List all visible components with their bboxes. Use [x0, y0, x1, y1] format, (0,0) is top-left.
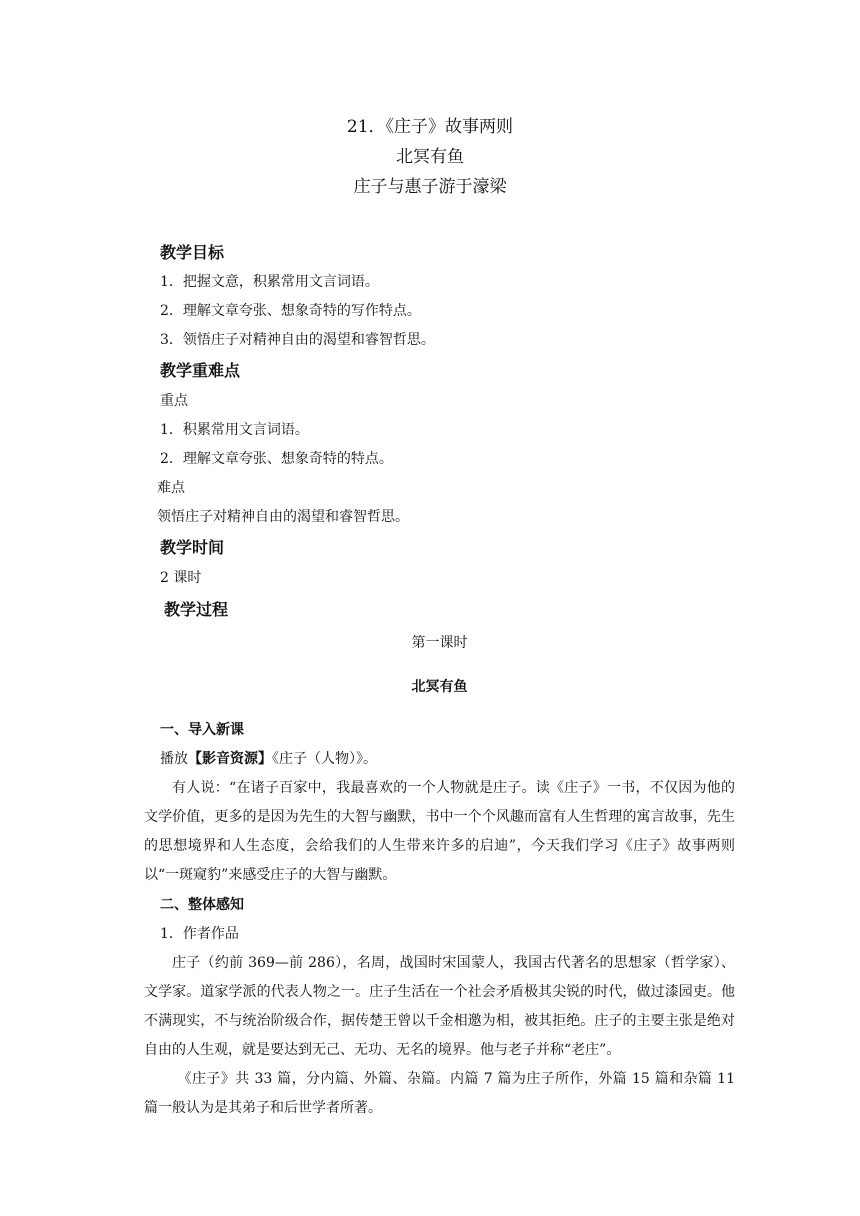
subtitle-haoliang: 庄子与惠子游于濠梁: [353, 177, 507, 197]
process-heading: 教学过程: [164, 600, 229, 619]
section-overview-heading: 二、整体感知: [160, 897, 244, 913]
author-paragraph: 庄子（约前 369—前 286），名周，战国时宋国蒙人，我国古代著名的思想家（哲学家）、文学家。道家学派的代表人物之一。庄子生活在一个社会矛盾极其尖锐的时代，做过漆园吏。他不满现实，不与统治阶级合作，据传楚王曾以千金相邀为相，被其拒绝。庄子的主要主张是绝对自由的人生观，就是要达到无己、无功、无名的境界。他与老子并称“老庄”。: [144, 955, 735, 1058]
focus-item: 2．理解文章夸张、想象奇特的特点。: [160, 451, 393, 467]
play-prefix: 播放: [160, 751, 188, 767]
time-heading: 教学时间: [160, 538, 225, 557]
objective-item: 2．理解文章夸张、想象奇特的写作特点。: [160, 303, 421, 319]
lesson-title: 北冥有鱼: [411, 679, 468, 695]
title-block: [0, 112, 860, 202]
focus-item: 1．积累常用文言词语。: [160, 422, 309, 438]
objective-item: 3．领悟庄子对精神自由的渴望和睿智哲思。: [160, 332, 435, 348]
lesson-label: 第一课时: [411, 635, 468, 651]
focus-label: 重点: [160, 393, 188, 409]
objectives-heading: 教学目标: [160, 243, 225, 262]
key-points-heading: 教学重难点: [160, 361, 241, 380]
author-works-subheading: 1．作者作品: [160, 926, 239, 942]
difficulty-text: 领悟庄子对精神自由的渴望和睿智哲思。: [157, 509, 409, 525]
works-paragraph: 《庄子》共 33 篇，分内篇、外篇、杂篇。内篇 7 篇为庄子所作，外篇 15 篇和杂篇 11 篇一般认为是其弟子和后世学者所著。: [144, 1071, 735, 1116]
intro-paragraph: 有人说：“在诸子百家中，我最喜欢的一个人物就是庄子。读《庄子》一书，不仅因为他的文学价值，更多的是因为先生的大智与幽默，书中一个个风趣而富有人生哲理的寓言故事，先生的思想境界和人生态度，会给我们的人生带来许多的启迪”，今天我们学习《庄子》故事两则以“一斑窥豹”来感受庄子的大智与幽默。: [144, 780, 735, 883]
play-suffix: 《庄子（人物）》。: [272, 751, 377, 767]
difficulty-label: 难点: [157, 480, 185, 496]
media-resource-label: 【影音资源】: [188, 751, 272, 767]
document-title: 21．《庄子》故事两则: [346, 117, 514, 137]
document-body: [144, 238, 735, 1123]
subtitle-beiming: 北冥有鱼: [396, 147, 464, 167]
section-intro-heading: 一、导入新课: [160, 722, 244, 738]
time-value: 2 课时: [160, 570, 202, 586]
objective-item: 1．把握文意，积累常用文言词语。: [160, 274, 379, 290]
play-resource-line: [160, 745, 735, 774]
